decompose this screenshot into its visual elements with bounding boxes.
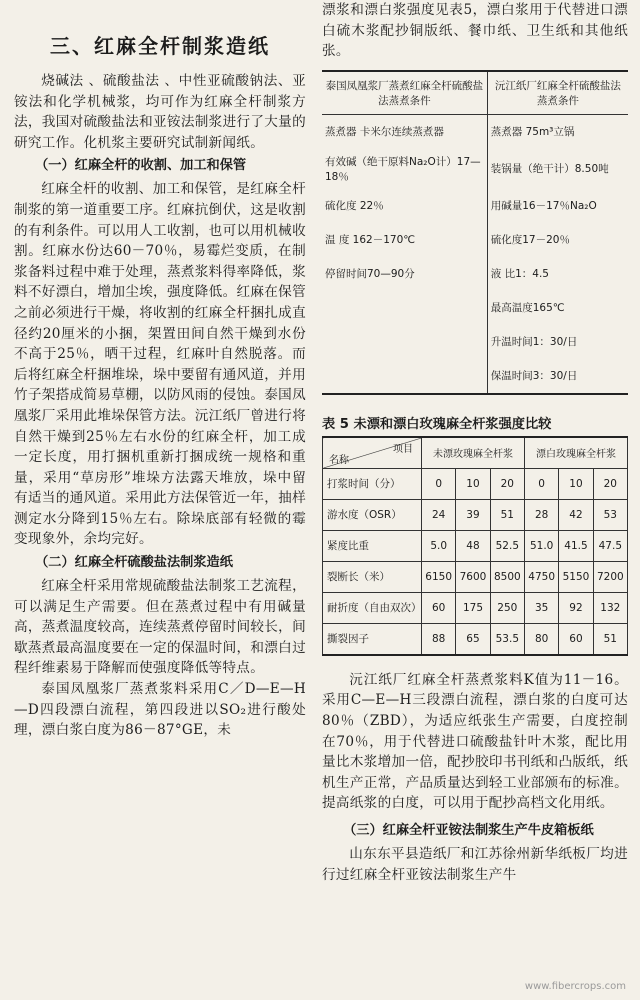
table-cell: 60 [559,623,593,655]
table-cell: 装锅量（绝干计）8.50吨 [490,163,609,176]
site-watermark: www.fibercrops.com [524,981,626,992]
row-label: 耐折度（自由双次） [323,592,422,623]
table-row [322,291,628,325]
right-column [322,0,628,885]
row-label: 裂断长（米） [323,561,422,592]
ammonium-paragraph: 山东东平县造纸厂和江苏徐州新华纸板厂均进行过红麻全杆亚铵法制浆生产牛 [322,845,628,883]
table-cell: 65 [456,623,490,655]
table-cell: 0 [422,468,456,499]
table-header-cell: 泰国凤凰浆厂蒸煮红麻全杆硫酸盐法蒸煮条件 [322,71,487,115]
corner-name-label: 名称 [329,454,349,466]
table-cell: 蒸煮器 75m³立锅 [490,126,575,139]
table-cell: 53.5 [490,623,524,655]
table-cell: 4750 [524,561,558,592]
table-cell: 80 [524,623,558,655]
table-cell [322,325,487,359]
table-cell: 51.0 [524,530,558,561]
table-row [322,359,628,394]
table-cell: 175 [456,592,490,623]
table-cell: 52.5 [490,530,524,561]
table-cell: 蒸煮器 卡米尔连续蒸煮器 [322,114,487,149]
table-row [322,149,628,189]
table-cell: 88 [422,623,456,655]
table-cell: 42 [559,499,593,530]
table-row [323,592,628,623]
row-label: 打浆时间（分） [323,468,422,499]
table-cell: 132 [593,592,627,623]
table-cell: 51 [593,623,627,655]
table-cell: 92 [559,592,593,623]
strength-comparison-table [322,436,628,656]
table-cell: 47.5 [593,530,627,561]
table-row [322,189,628,223]
table-cell: 温 度 162－170℃ [322,223,487,257]
table-cell [322,291,487,325]
table-cell: 7200 [593,561,627,592]
table-cell: 停留时间70—90分 [322,257,487,291]
intro-paragraph: 烧碱法 、硫酸盐法 、中性亚硫酸钠法、亚铵法和化学机械浆，均可作为红麻全杆制浆方法，我国对硫酸盐法和亚铵法制浆进行了大量的研究工作。化机浆主要研究试制新闻纸。 [14,73,306,151]
table-cell: 有效碱（绝干原料Na₂O计）17—18％ [322,149,487,189]
table-cell: 60 [422,592,456,623]
subsection-heading-2: （二）红麻全杆硫酸盐法制浆造纸 [35,555,233,571]
table-row [323,561,628,592]
table-cell: 10 [456,468,490,499]
subsection-heading-3: （三）红麻全杆亚铵法制浆生产牛皮箱板纸 [343,822,594,838]
group-header-bleached: 漂白玫瑰麻全杆浆 [524,437,627,469]
table-row [323,499,628,530]
table-cell: 35 [524,592,558,623]
table-cell: 10 [559,468,593,499]
section-title: 三、红麻全杆制浆造纸 [50,34,270,58]
left-column [14,0,306,741]
table-cell: 39 [456,499,490,530]
table-cell: 28 [524,499,558,530]
table-cell: 20 [593,468,627,499]
table-cell: 5150 [559,561,593,592]
table-cell [322,359,487,394]
bleaching-paragraph: 泰国凤凰浆厂蒸煮浆料采用C／D—E—H—D四段漂白流程，第四段进以SO₂进行酸处理，漂白浆白度为86－87°GE，未 [14,681,306,739]
table-cell: 53 [593,499,627,530]
table-cell: 48 [456,530,490,561]
harvest-paragraph: 红麻全杆的收割、加工和保管，是红麻全杆制浆的第一道重要工序。红麻抗倒伏，这是收割的有利条件。可以用人工收割，也可以用机械收割。红麻水份达60－70％，易霉烂变质，在制浆备料过程中难于处理，蒸煮浆料得率降低，浆料不好漂白，增加尘埃，强度降低。红麻在保管之前必须进行干燥，将收割的红麻全杆捆扎成直径约20厘米的小捆，架置田间自然干燥到水份不高于25％，晒干过程，红麻叶自然脱落。而后将红麻全杆捆堆垛，垛中要留有通风道，并用竹子架搭成简易草棚，以防风雨的侵蚀。泰国凤凰浆厂采用此堆垛保管方法。沅江纸厂曾进行将自然干燥到25％左右水份的红麻全杆，加工成一定长度，用打捆机重新打捆成统一规格和重量，采用“草房形”堆垛方法露天堆放，垛中留有适当的通风道。采用此方法保管近一年，抽样测定水分降到15％左右。除垛底部有轻微的霉变现象外，余均完好。 [14,181,306,548]
strength-table-body [323,468,628,655]
table-cell: 升温时间1：30/日 [490,336,578,349]
table-cell: 保温时间3：30/日 [490,370,578,383]
table-cell: 20 [490,468,524,499]
table-corner-cell [323,437,422,469]
table-cell: 5.0 [422,530,456,561]
corner-item-label: 项目 [393,443,413,455]
table-row [322,257,628,291]
row-label: 紧度比重 [323,530,422,561]
table-cell: 液 比1：4.5 [490,268,549,281]
cooking-conditions-table [322,70,628,395]
table-cell: 硫化度17－20％ [490,234,570,247]
table-cell: 最高温度165℃ [490,302,565,315]
table-row [322,325,628,359]
table-cell: 0 [524,468,558,499]
table-row [323,530,628,561]
table-cell: 7600 [456,561,490,592]
table-cell: 24 [422,499,456,530]
table-cell: 250 [490,592,524,623]
table-cell: 8500 [490,561,524,592]
table-header-row [322,71,628,115]
row-label: 撕裂因子 [323,623,422,655]
table-cell: 硫化度 22％ [322,189,487,223]
table-header-cell: 沅江纸厂红麻全杆硫酸盐法蒸煮条件 [487,71,628,115]
continued-paragraph: 漂浆和漂白浆强度见表5，漂白浆用于代替进口漂白硫木浆配抄铜版纸、餐巾纸、卫生纸和其他纸张。 [322,2,628,60]
subsection-heading-1: （一）红麻全杆的收割、加工和保管 [35,158,247,174]
yuanjiang-paragraph: 沅江纸厂红麻全杆蒸煮浆料K值为11－16。采用C—E—H三段漂白流程，漂白浆的白度可达80％（ZBD），为适应纸张生产需要，白度控制在70％，用于代替进口硫酸盐针叶木浆，配比用量比木浆增加一倍，配抄胶印书刊纸和凸版纸，纸机生产正常，产品质量达到轻工业部颁布的标准。提高纸浆的白度，可以用于配抄高档文化用纸。 [322,671,628,812]
table-row [323,468,628,499]
table5-title: 表 5 未漂和漂白玫瑰麻全杆浆强度比较 [322,416,552,432]
group-header-unbleached: 未漂玫瑰麻全杆浆 [422,437,525,469]
table-row [322,114,628,149]
table-cell: 51 [490,499,524,530]
table-cell: 6150 [422,561,456,592]
table-cell: 41.5 [559,530,593,561]
table-row [322,223,628,257]
row-label: 游水度（OSR） [323,499,422,530]
sulfate-process-paragraph: 红麻全杆采用常规硫酸盐法制浆工艺流程，可以满足生产需要。但在蒸煮过程中有用碱量高，蒸煮温度较高，连续蒸煮停留时间较长，间歇蒸煮最高温度要在一定的保温时间，和漂白过程纤维素易于降解而使强度降低等特点。 [14,578,306,677]
table-row [323,623,628,655]
table-header-row [323,437,628,469]
table-cell: 用碱量16－17％Na₂O [490,200,597,213]
